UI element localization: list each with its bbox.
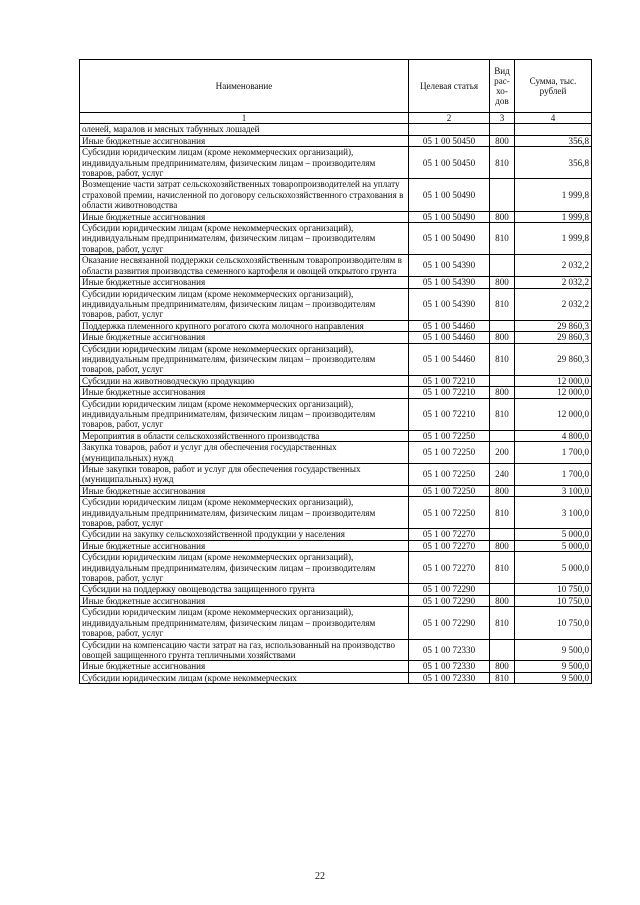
row-sum: 3 100,0 xyxy=(515,497,592,529)
table-row xyxy=(80,672,592,683)
row-type: 800 xyxy=(490,485,515,496)
row-sum: 2 032,2 xyxy=(515,288,592,320)
row-sum: 29 860,3 xyxy=(515,343,592,375)
row-type: 800 xyxy=(490,387,515,398)
row-name: Субсидии юридическим лицам (кроме некоммерческих организаций), индивидуальным предпринимателям, физическим лицам – производителям товаров, работ, услуг xyxy=(80,497,409,529)
table-row xyxy=(80,223,592,255)
row-type: 810 xyxy=(490,672,515,683)
row-sum: 1 999,8 xyxy=(515,211,592,222)
row-sum: 4 800,0 xyxy=(515,430,592,441)
row-name: Оказание несвязанной поддержки сельскохозяйственным товаропроизводителям в области развития производства семенного картофеля и овощей открытого грунта xyxy=(80,255,409,277)
table-row xyxy=(80,540,592,551)
row-code: 05 1 00 72270 xyxy=(409,529,490,540)
row-type: 810 xyxy=(490,147,515,179)
row-sum: 1 999,8 xyxy=(515,179,592,211)
table-row xyxy=(80,288,592,320)
row-type xyxy=(490,584,515,595)
row-type: 810 xyxy=(490,223,515,255)
row-sum xyxy=(515,124,592,135)
row-name: Субсидии юридическим лицам (кроме некоммерческих организаций), индивидуальным предпринимателям, физическим лицам – производителям товаров, работ, услуг xyxy=(80,398,409,430)
row-name: Субсидии юридическим лицам (кроме некоммерческих организаций), индивидуальным предпринимателям, физическим лицам – производителям товаров, работ, услуг xyxy=(80,288,409,320)
row-code: 05 1 00 50490 xyxy=(409,211,490,222)
row-code xyxy=(409,124,490,135)
row-sum: 356,8 xyxy=(515,135,592,146)
row-code: 05 1 00 50490 xyxy=(409,179,490,211)
row-code: 05 1 00 54460 xyxy=(409,332,490,343)
row-name: Иные закупки товаров, работ и услуг для обеспечения государственных (муниципальных) нужд xyxy=(80,464,409,486)
row-type xyxy=(490,124,515,135)
row-sum: 12 000,0 xyxy=(515,375,592,386)
header-code: Целевая статья xyxy=(409,60,490,113)
row-name: Иные бюджетные ассигнования xyxy=(80,595,409,606)
row-type: 240 xyxy=(490,464,515,486)
table-row xyxy=(80,147,592,179)
row-code: 05 1 00 72330 xyxy=(409,639,490,661)
row-sum: 10 750,0 xyxy=(515,595,592,606)
row-sum: 2 032,2 xyxy=(515,277,592,288)
row-code: 05 1 00 50490 xyxy=(409,223,490,255)
row-name: Иные бюджетные ассигнования xyxy=(80,540,409,551)
row-sum: 1 999,8 xyxy=(515,223,592,255)
column-number: 1 xyxy=(80,113,409,124)
row-code: 05 1 00 50450 xyxy=(409,135,490,146)
row-name: Субсидии юридическим лицам (кроме некоммерческих организаций), индивидуальным предпринимателям, физическим лицам – производителям товаров, работ, услуг xyxy=(80,343,409,375)
row-name: Субсидии юридическим лицам (кроме некоммерческих организаций), индивидуальным предпринимателям, физическим лицам – производителям товаров, работ, услуг xyxy=(80,223,409,255)
row-name: Субсидии юридическим лицам (кроме некоммерческих организаций), индивидуальным предпринимателям, физическим лицам – производителям товаров, работ, услуг xyxy=(80,147,409,179)
row-name: Иные бюджетные ассигнования xyxy=(80,211,409,222)
row-sum: 9 500,0 xyxy=(515,672,592,683)
row-sum: 1 700,0 xyxy=(515,464,592,486)
row-code: 05 1 00 54460 xyxy=(409,320,490,331)
row-type: 800 xyxy=(490,595,515,606)
row-type: 800 xyxy=(490,661,515,672)
row-type xyxy=(490,375,515,386)
table-row xyxy=(80,387,592,398)
row-sum: 5 000,0 xyxy=(515,552,592,584)
row-name: Иные бюджетные ассигнования xyxy=(80,387,409,398)
row-name: Субсидии юридическим лицам (кроме некоммерческих организаций), индивидуальным предпринимателям, физическим лицам – производителям товаров, работ, услуг xyxy=(80,552,409,584)
row-code: 05 1 00 54390 xyxy=(409,277,490,288)
row-type: 810 xyxy=(490,607,515,639)
row-name: оленей, маралов и мясных табунных лошадей xyxy=(80,124,409,135)
row-name: Иные бюджетные ассигнования xyxy=(80,332,409,343)
row-code: 05 1 00 72330 xyxy=(409,661,490,672)
table-row xyxy=(80,529,592,540)
row-sum: 29 860,3 xyxy=(515,320,592,331)
table-row xyxy=(80,639,592,661)
row-sum: 10 750,0 xyxy=(515,607,592,639)
row-type: 800 xyxy=(490,135,515,146)
row-sum: 3 100,0 xyxy=(515,485,592,496)
row-type: 800 xyxy=(490,540,515,551)
table-row xyxy=(80,255,592,277)
row-type: 800 xyxy=(490,332,515,343)
row-name: Субсидии юридическим лицам (кроме некоммерческих xyxy=(80,672,409,683)
row-name: Иные бюджетные ассигнования xyxy=(80,661,409,672)
row-sum: 5 000,0 xyxy=(515,529,592,540)
row-code: 05 1 00 72290 xyxy=(409,607,490,639)
row-sum: 9 500,0 xyxy=(515,639,592,661)
row-name: Закупка товаров, работ и услуг для обеспечения государственных (муниципальных) нужд xyxy=(80,442,409,464)
row-sum: 2 032,2 xyxy=(515,255,592,277)
row-sum: 1 700,0 xyxy=(515,442,592,464)
row-code: 05 1 00 72210 xyxy=(409,375,490,386)
table-row xyxy=(80,124,592,135)
row-code: 05 1 00 72290 xyxy=(409,584,490,595)
table-row xyxy=(80,661,592,672)
budget-table xyxy=(79,59,592,684)
table-row xyxy=(80,584,592,595)
row-name: Субсидии на животноводческую продукцию xyxy=(80,375,409,386)
column-number: 4 xyxy=(515,113,592,124)
table-row xyxy=(80,552,592,584)
row-type: 810 xyxy=(490,552,515,584)
row-type: 800 xyxy=(490,211,515,222)
header-sum: Сумма, тыс. рублей xyxy=(515,60,592,113)
row-name: Иные бюджетные ассигнования xyxy=(80,485,409,496)
table-row xyxy=(80,343,592,375)
row-code: 05 1 00 72210 xyxy=(409,398,490,430)
row-type: 810 xyxy=(490,497,515,529)
table-row xyxy=(80,497,592,529)
row-type: 810 xyxy=(490,343,515,375)
row-sum: 5 000,0 xyxy=(515,540,592,551)
table-row xyxy=(80,375,592,386)
row-code: 05 1 00 72210 xyxy=(409,387,490,398)
row-code: 05 1 00 54460 xyxy=(409,343,490,375)
table-row xyxy=(80,179,592,211)
row-type xyxy=(490,529,515,540)
column-number: 2 xyxy=(409,113,490,124)
row-name: Иные бюджетные ассигнования xyxy=(80,277,409,288)
row-sum: 9 500,0 xyxy=(515,661,592,672)
row-name: Иные бюджетные ассигнования xyxy=(80,135,409,146)
row-name: Возмещение части затрат сельскохозяйственных товаропроизводителей на уплату страховой премии, начисленной по договору сельскохозяйственного страхования в области животноводства xyxy=(80,179,409,211)
table-row xyxy=(80,277,592,288)
row-type xyxy=(490,320,515,331)
row-code: 05 1 00 72270 xyxy=(409,540,490,551)
row-sum: 10 750,0 xyxy=(515,584,592,595)
row-sum: 356,8 xyxy=(515,147,592,179)
table-row xyxy=(80,464,592,486)
row-type: 810 xyxy=(490,398,515,430)
row-name: Мероприятия в области сельскохозяйственного производства xyxy=(80,430,409,441)
table-header xyxy=(80,60,592,113)
row-sum: 12 000,0 xyxy=(515,387,592,398)
row-sum: 12 000,0 xyxy=(515,398,592,430)
row-type: 200 xyxy=(490,442,515,464)
row-type: 800 xyxy=(490,277,515,288)
table-row xyxy=(80,332,592,343)
row-type xyxy=(490,639,515,661)
row-name: Субсидии на поддержку овощеводства защищенного грунта xyxy=(80,584,409,595)
column-number-row xyxy=(80,113,592,124)
row-type xyxy=(490,255,515,277)
table-row xyxy=(80,430,592,441)
row-code: 05 1 00 72250 xyxy=(409,485,490,496)
row-code: 05 1 00 54390 xyxy=(409,288,490,320)
row-name: Поддержка племенного крупного рогатого скота молочного направления xyxy=(80,320,409,331)
table-row xyxy=(80,595,592,606)
row-name: Субсидии на закупку сельскохозяйственной продукции у населения xyxy=(80,529,409,540)
row-code: 05 1 00 72270 xyxy=(409,552,490,584)
row-code: 05 1 00 50450 xyxy=(409,147,490,179)
row-code: 05 1 00 72330 xyxy=(409,672,490,683)
table-row xyxy=(80,607,592,639)
column-number: 3 xyxy=(490,113,515,124)
header-name: Наименование xyxy=(80,60,409,113)
row-code: 05 1 00 72250 xyxy=(409,442,490,464)
row-type xyxy=(490,430,515,441)
page-number: 22 xyxy=(315,871,325,882)
header-type: Вид рас- хо- дов xyxy=(490,60,515,113)
row-type: 810 xyxy=(490,288,515,320)
row-code: 05 1 00 72250 xyxy=(409,430,490,441)
row-name: Субсидии юридическим лицам (кроме некоммерческих организаций), индивидуальным предпринимателям, физическим лицам – производителям товаров, работ, услуг xyxy=(80,607,409,639)
row-code: 05 1 00 72250 xyxy=(409,464,490,486)
row-type xyxy=(490,179,515,211)
table-row xyxy=(80,135,592,146)
row-code: 05 1 00 72250 xyxy=(409,497,490,529)
table-row xyxy=(80,398,592,430)
table-row xyxy=(80,211,592,222)
table-row xyxy=(80,320,592,331)
row-code: 05 1 00 72290 xyxy=(409,595,490,606)
row-name: Субсидии на компенсацию части затрат на газ, использованный на производство овощей защищенного грунта тепличными хозяйствами xyxy=(80,639,409,661)
table-row xyxy=(80,442,592,464)
row-sum: 29 860,3 xyxy=(515,332,592,343)
table-row xyxy=(80,485,592,496)
row-code: 05 1 00 54390 xyxy=(409,255,490,277)
